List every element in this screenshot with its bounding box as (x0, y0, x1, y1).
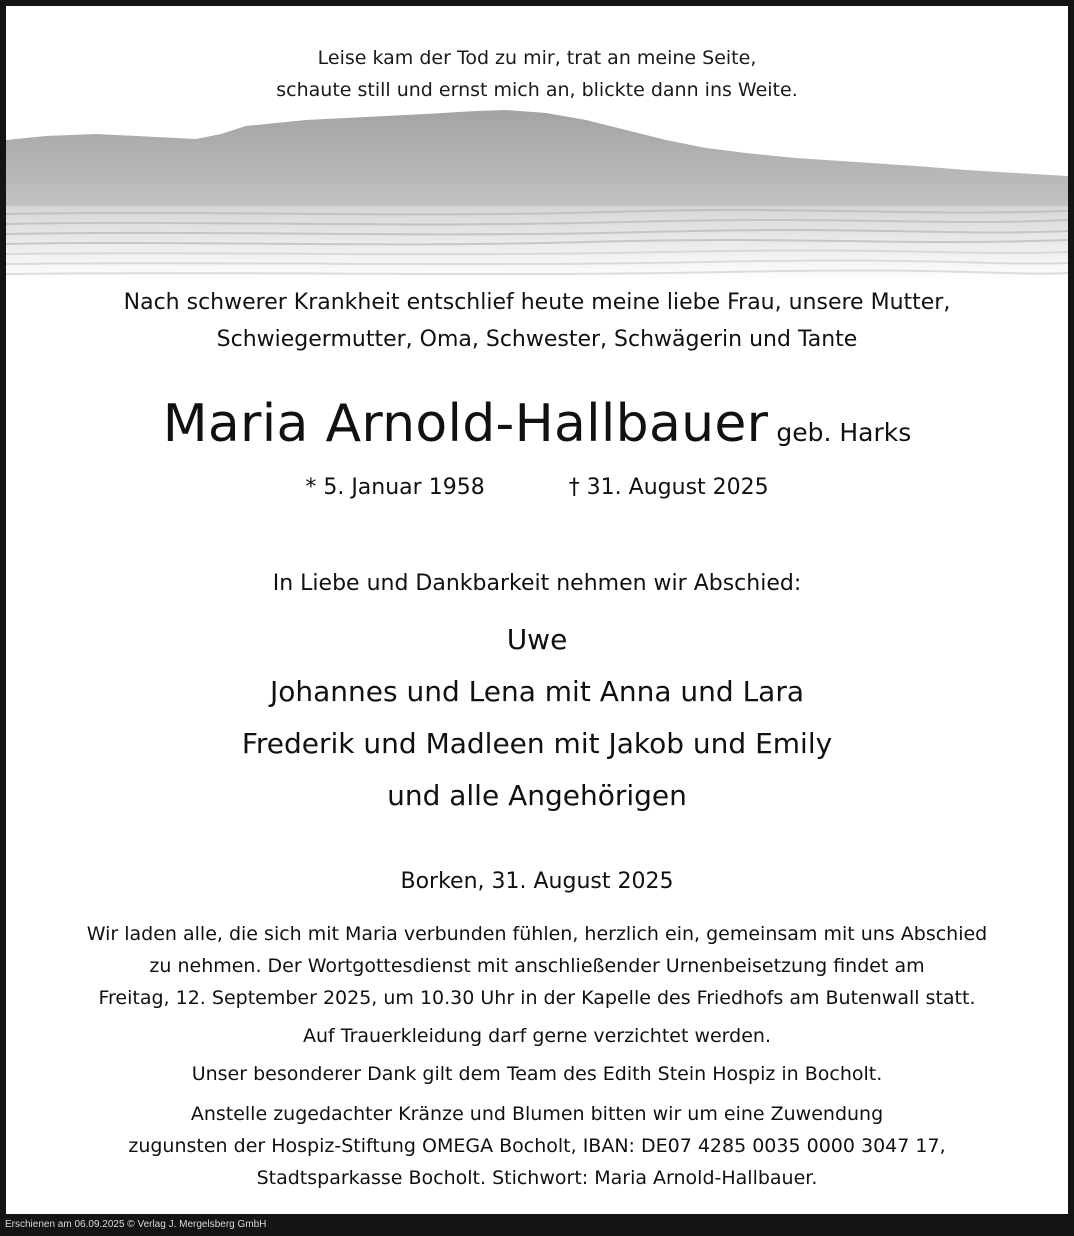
mourner-line: und alle Angehörigen (387, 779, 687, 812)
invitation-line-1: Wir laden alle, die sich mit Maria verbunden fühlen, herzlich ein, gemeinsam mit uns Abschied (86, 923, 988, 945)
maiden-name: geb. Harks (776, 418, 912, 447)
intro-line-2: Schwiegermutter, Oma, Schwester, Schwägerin und Tante (216, 327, 858, 352)
birth-date: * 5. Januar 1958 (305, 475, 485, 500)
farewell-text: In Liebe und Dankbarkeit nehmen wir Abschied: (272, 571, 802, 596)
invitation-line-2: zu nehmen. Der Wortgottesdienst mit anschließender Urnenbeisetzung findet am (149, 955, 925, 977)
intro-line-1: Nach schwerer Krankheit entschlief heute meine liebe Frau, unsere Mutter, (123, 290, 951, 315)
life-dates (6, 470, 1068, 506)
poem-line-1: Leise kam der Tod zu mir, trat an meine Seite, (317, 47, 757, 69)
mourner-line: Johannes und Lena mit Anna und Lara (269, 675, 805, 708)
poem (6, 42, 1068, 106)
donation-line-2: zugunsten der Hospiz-Stiftung OMEGA Bocholt, IBAN: DE07 4285 0035 0000 3047 17, (128, 1135, 946, 1157)
mourners-list (6, 614, 1068, 822)
mountain-lake-image (6, 106, 1068, 281)
place-date: Borken, 31. August 2025 (400, 869, 674, 894)
donation-text (6, 1098, 1068, 1194)
mourner-line: Frederik und Madleen mit Jakob und Emily (241, 727, 833, 760)
dress-note: Auf Trauerkleidung darf gerne verzichtet werden. (303, 1025, 771, 1047)
donation-line-1: Anstelle zugedachter Kränze und Blumen bitten wir um eine Zuwendung (190, 1103, 884, 1125)
death-date: † 31. August 2025 (568, 475, 769, 500)
thanks-note: Unser besonderer Dank gilt dem Team des Edith Stein Hospiz in Bocholt. (191, 1063, 883, 1085)
invitation-text (6, 918, 1068, 1014)
mourner-line: Uwe (506, 623, 568, 656)
deceased-name (6, 392, 1068, 465)
full-name: Maria Arnold-Hallbauer (162, 394, 769, 454)
poem-line-2: schaute still und ernst mich an, blickte dann ins Weite. (276, 79, 798, 101)
donation-line-3: Stadtsparkasse Bocholt. Stichwort: Maria Arnold-Hallbauer. (256, 1167, 818, 1189)
invitation-line-3: Freitag, 12. September 2025, um 10.30 Uhr in der Kapelle des Friedhofs am Butenwall statt. (98, 987, 976, 1009)
intro-text (6, 284, 1068, 358)
obituary-notice (6, 6, 1068, 1214)
publication-footer: Erschienen am 06.09.2025 © Verlag J. Mergelsberg GmbH (5, 1219, 267, 1230)
